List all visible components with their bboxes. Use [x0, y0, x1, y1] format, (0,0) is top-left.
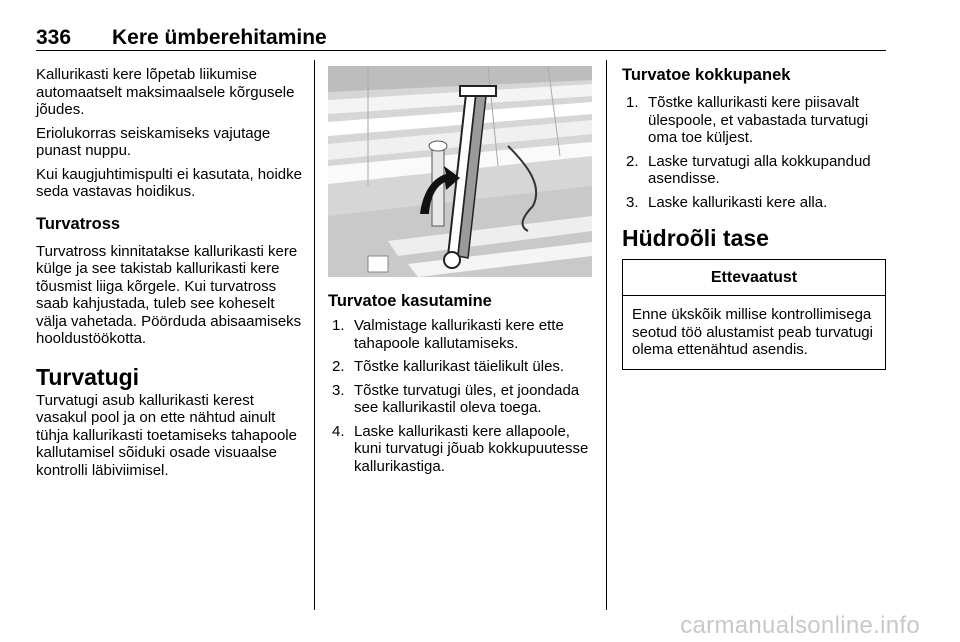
paragraph-emergency: Eriolukorras seiskamiseks vajutage punast nuppu.: [36, 124, 271, 159]
list-item: 1. Valmistage kallurikasti kere ette tahapoole kallutamiseks.: [332, 317, 564, 352]
caution-title: Ettevaatust: [623, 260, 885, 296]
list-item: 4. Laske kallurikasti kere allapoole, kuni turvatugi jõuab kokkupuutesse kallurikastiga.: [332, 422, 589, 475]
header-rule: [36, 50, 886, 51]
list-item: 2. Tõstke kallurikast täielikult üles.: [332, 358, 565, 375]
page-title: Kere ümberehitamine: [112, 26, 327, 49]
heading-turvatoe-kokkupanek: Turvatoe kokkupanek: [622, 66, 791, 84]
column-middle: [328, 66, 592, 481]
column-right: [622, 66, 886, 370]
list-item: 3. Tõstke turvatugi üles, et joondada see kallurikastil oleva toega.: [332, 381, 580, 416]
assembly-steps: [622, 94, 886, 211]
paragraph-turvatugi: Turvatugi asub kallurikasti kerest vasakul pool ja on ette nähtud ainult tühja kallurikasti toetamiseks tahapoole kallutamisel sõiduki osade visuaalse kontrolli läbiviimisel.: [36, 391, 297, 479]
column-left: [36, 66, 304, 485]
column-divider-1: [314, 60, 315, 610]
heading-turvatugi: Turvatugi: [36, 363, 140, 390]
paragraph-remote: Kui kaugjuhtimispulti ei kasutata, hoidke seda vastavas hoidikus.: [36, 165, 302, 200]
usage-steps: [328, 317, 592, 475]
paragraph-turvatross: Turvatross kinnitatakse kallurikasti kere külge ja see takistab kallurikasti kere tõusmist liiga kõrgele. Kui turvatross saab kahjustada, tuleb see koheselt välja vahetada. Pöörduda abisaamiseks hooldustöökotta.: [36, 242, 302, 347]
safety-support-illustration: [328, 66, 592, 277]
heading-turvatross: Turvatross: [36, 214, 121, 233]
list-item: 1. Tõstke kallurikasti kere piisavalt ülespoole, et vabastada turvatugi oma toe küljest.: [626, 94, 869, 146]
heading-hydrooli-tase: Hüdroõli tase: [622, 225, 769, 251]
list-item: 3. Laske kallurikasti kere alla.: [626, 193, 828, 211]
paragraph-auto-stop: Kallurikasti kere lõpetab liikumise automaatselt maksimaalsele kõrgusele jõudes.: [36, 66, 295, 118]
caution-text: Enne ükskõik millise kontrollimisega seotud töö alustamist peab turvatugi olema ettenähtud asendis.: [632, 306, 873, 358]
caution-box: [622, 259, 886, 370]
page-number: 336: [36, 26, 72, 49]
list-item: 2. Laske turvatugi alla kokkupandud asendisse.: [626, 152, 871, 187]
column-divider-2: [606, 60, 607, 610]
heading-turvatoe-kasutamine: Turvatoe kasutamine: [328, 292, 492, 310]
watermark: carmanualsonline.info: [680, 612, 920, 639]
